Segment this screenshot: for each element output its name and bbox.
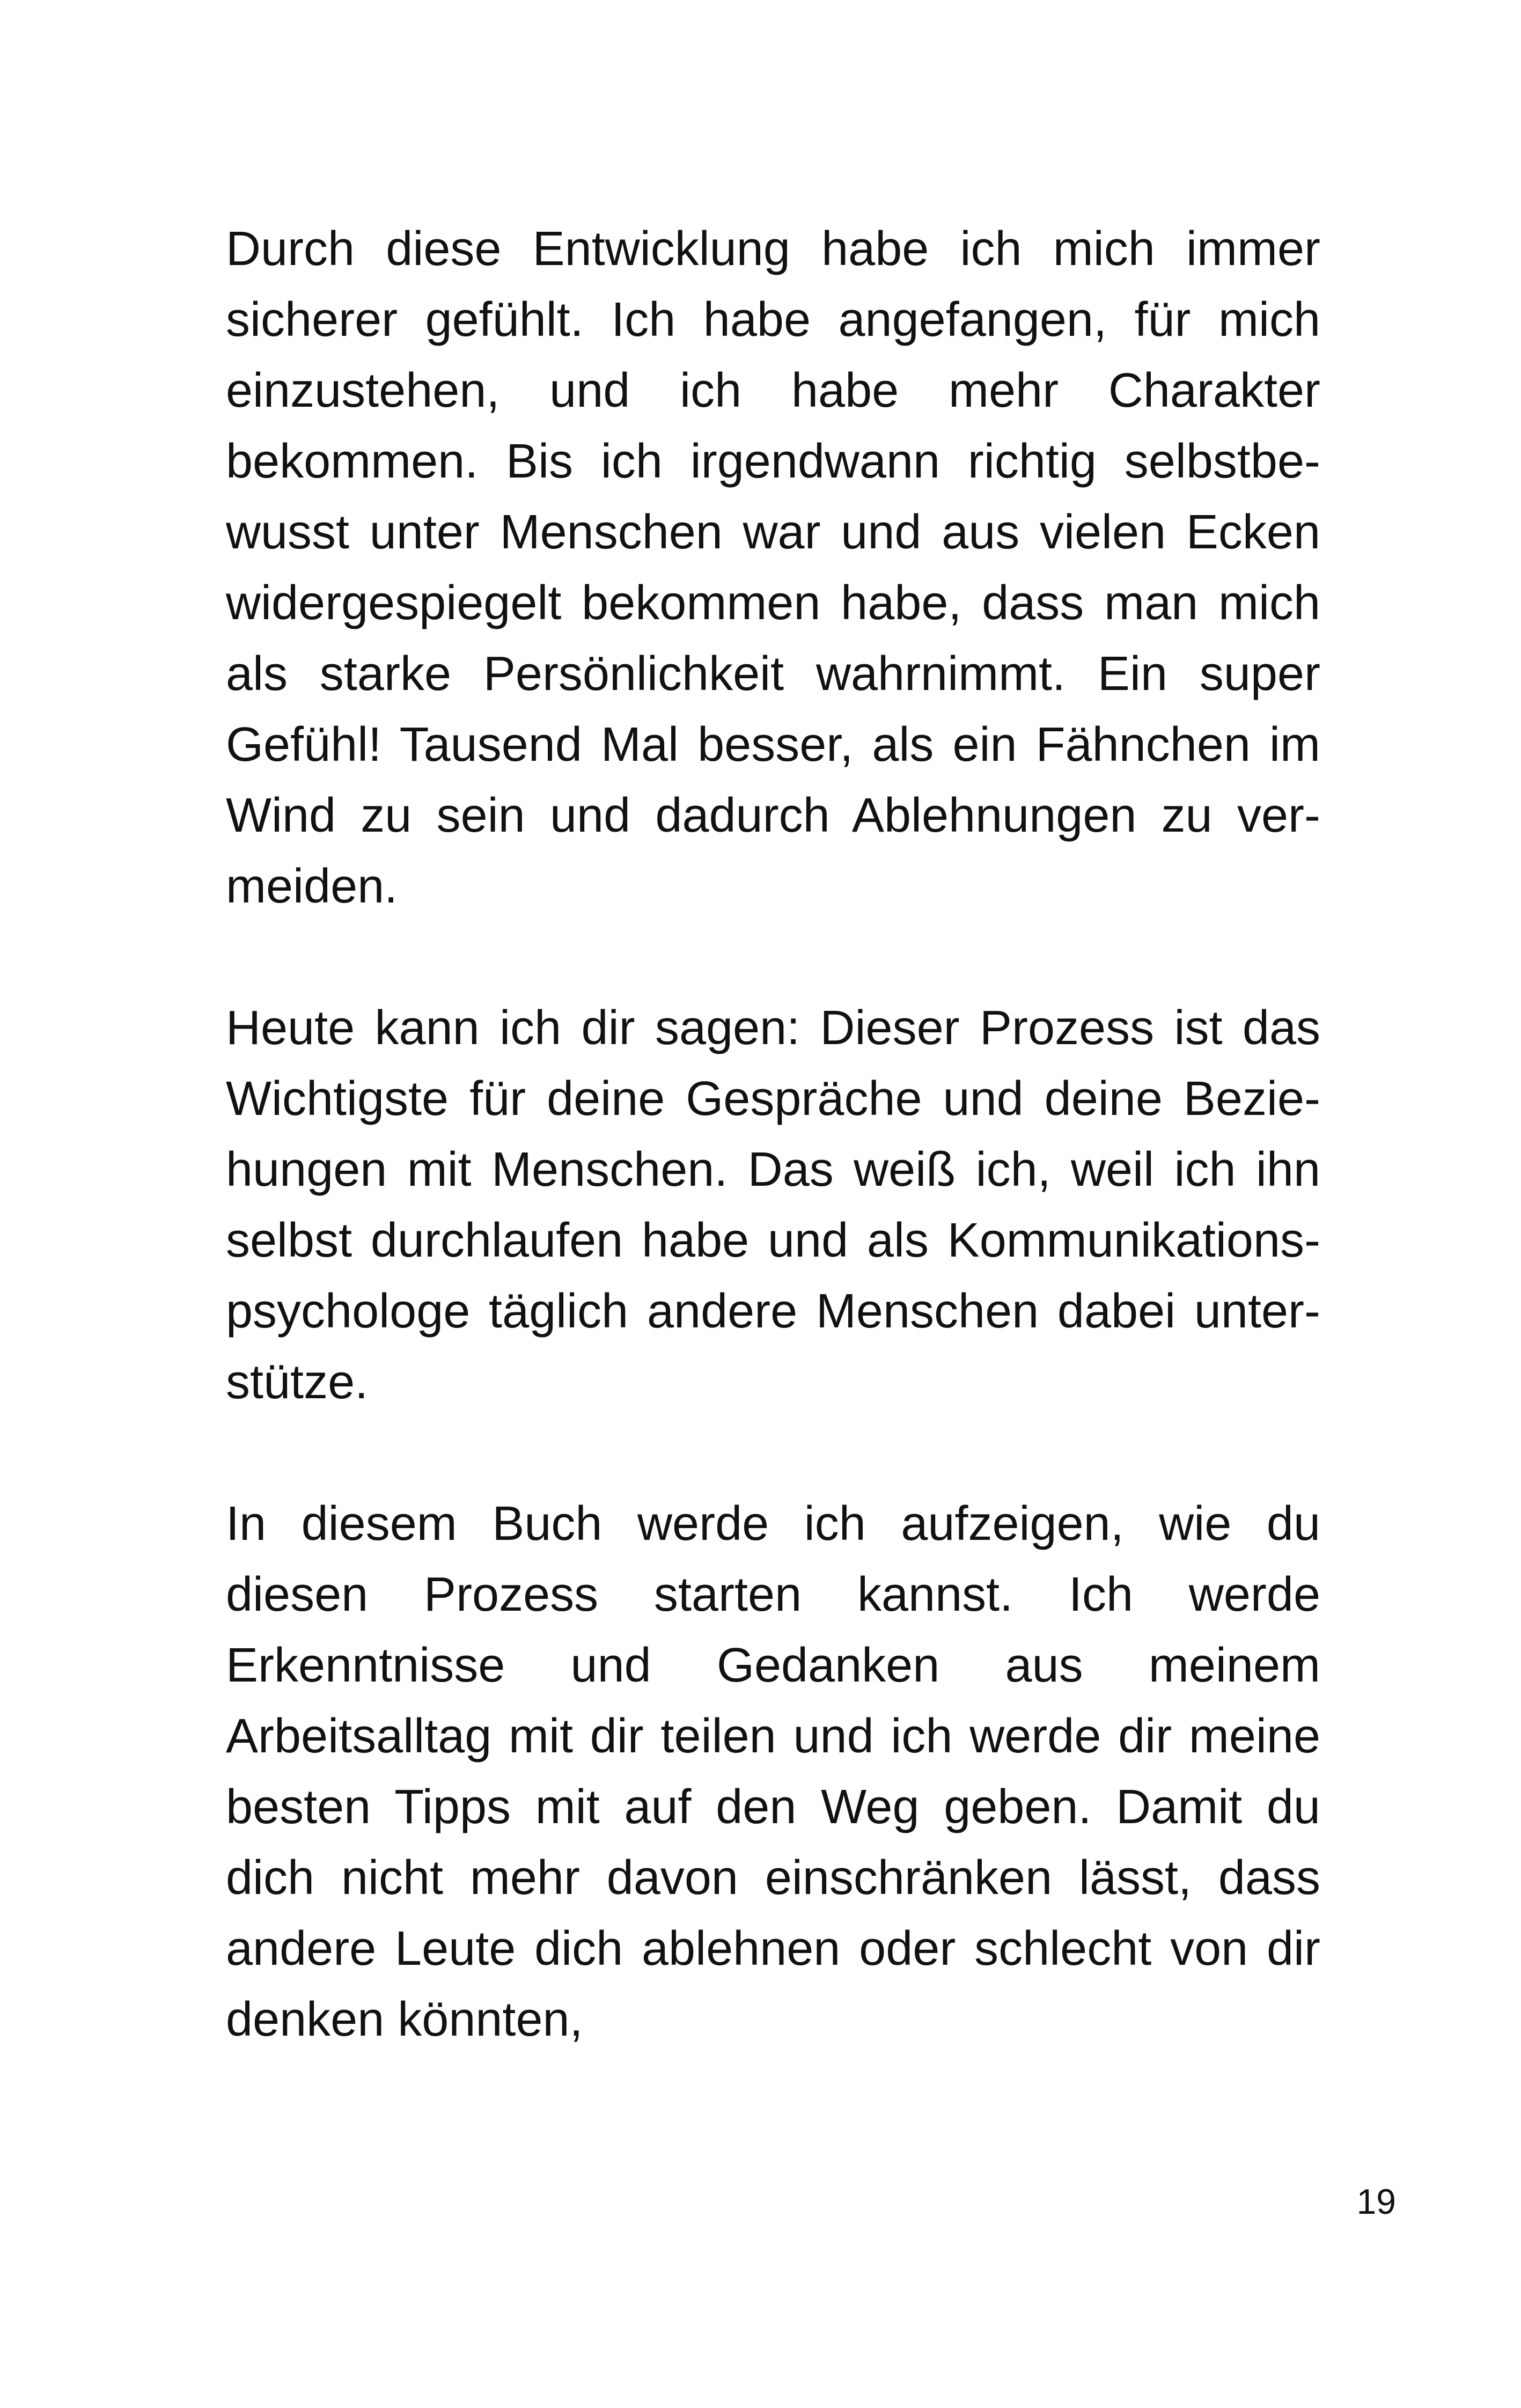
page-number: 19 bbox=[1356, 2182, 1396, 2221]
paragraph-2: Heute kann ich dir sagen: Dieser Prozess ist das Wichtigste für deine Gespräche und deine Beziehungen mit Menschen. Das weiß ich, weil ich ihn selbst durchlaufen habe und als Kommunikationspsychologe täglich andere Menschen dabei unterstütze. bbox=[226, 1001, 1320, 1409]
paragraph-3: In diesem Buch werde ich aufzeigen, wie du diesen Prozess starten kannst. Ich werde Erkenntnisse und Gedanken aus meinem Arbeitsalltag mit dir teilen und ich werde dir meine besten Tipps mit auf den Weg geben. Damit du dich nicht mehr davon einschränken lässt, dass andere Leute dich ablehnen oder schlecht von dir denken könnten, bbox=[226, 1497, 1320, 2046]
paragraph-1: Durch diese Entwicklung habe ich mich immer sicherer gefühlt. Ich habe angefangen, für mich einzustehen, und ich habe mehr Charakter bekommen. Bis ich irgendwann richtig selbstbewusst unter Menschen war und aus vielen Ecken widergespiegelt bekommen habe, dass man mich als starke Persönlichkeit wahrnimmt. Ein super Gefühl! Tausend Mal besser, als ein Fähnchen im Wind zu sein und dadurch Ablehnungen zu vermeiden. bbox=[226, 222, 1320, 913]
body-text bbox=[226, 214, 1320, 2055]
